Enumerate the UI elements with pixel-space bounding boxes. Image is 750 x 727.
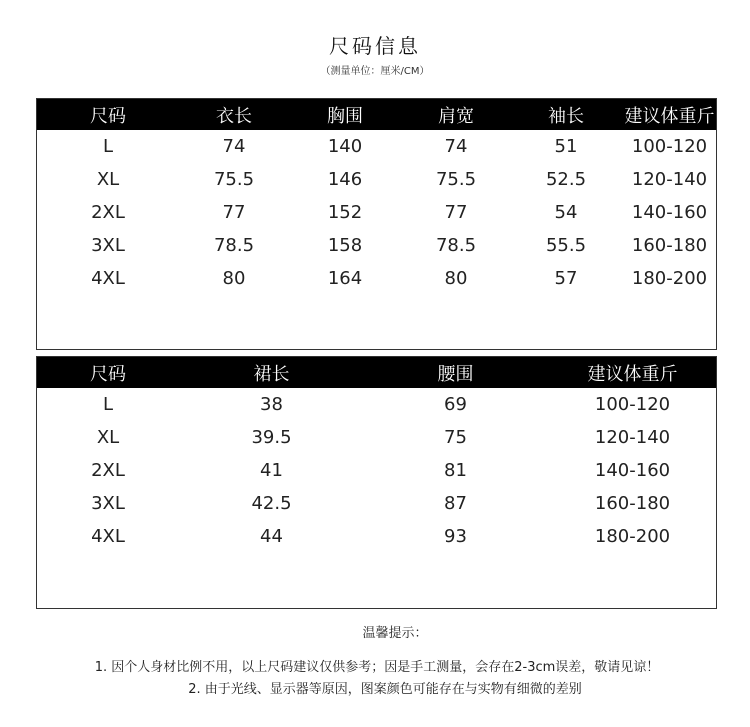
weight-cell: 160-180 (631, 235, 708, 256)
table-row (37, 262, 716, 295)
waist-cell: 93 (444, 526, 467, 547)
size-cell: 3XL (91, 235, 125, 256)
skirt-length-cell: 41 (260, 460, 283, 481)
size-cell: 3XL (91, 493, 125, 514)
size-cell: 2XL (91, 460, 125, 481)
weight-cell: 160-180 (594, 493, 671, 514)
waist-cell: 69 (444, 394, 467, 415)
sleeve-cell: 57 (554, 268, 578, 289)
shoulder-cell: 80 (444, 268, 468, 289)
table-row (37, 421, 716, 454)
chest-cell: 164 (327, 268, 363, 289)
skirt-length-cell: 38 (260, 394, 283, 415)
tip-note-measurement: 1. 因个人身材比例不用，以上尺码建议仅供参考；因是手工测量，会存在2-3cm误差，敬请见谅！ (94, 660, 660, 675)
header-garment-length: 衣长 (216, 105, 252, 127)
weight-cell: 120-140 (631, 169, 708, 190)
header-waist: 腰围 (437, 363, 474, 385)
table-row (37, 388, 716, 421)
top-size-table (36, 98, 717, 350)
header-size: 尺码 (90, 105, 126, 127)
chest-cell: 152 (327, 202, 363, 223)
shoulder-cell: 77 (444, 202, 468, 223)
sleeve-cell: 54 (554, 202, 578, 223)
garment-length-cell: 78.5 (213, 235, 255, 256)
top-table-header (37, 99, 716, 130)
skirt-length-cell: 42.5 (251, 493, 292, 514)
skirt-length-cell: 39.5 (251, 427, 292, 448)
table-row (37, 487, 716, 520)
waist-cell: 87 (444, 493, 467, 514)
size-cell: 2XL (91, 202, 125, 223)
measurement-unit-note: （测量单位：厘米/CM） (320, 66, 430, 77)
table-row (37, 520, 716, 553)
header-sleeve: 袖长 (548, 105, 584, 127)
size-cell: L (102, 394, 114, 415)
bottom-size-table (36, 356, 717, 609)
shoulder-cell: 74 (444, 136, 468, 157)
bottom-table-header (37, 357, 716, 388)
size-cell: L (102, 136, 114, 157)
header-suggested-weight: 建议体重斤 (624, 105, 715, 127)
header-size: 尺码 (90, 363, 126, 385)
waist-cell: 81 (444, 460, 467, 481)
table-row (37, 229, 716, 262)
table-row (37, 196, 716, 229)
size-cell: 4XL (91, 526, 125, 547)
waist-cell: 75 (444, 427, 467, 448)
sleeve-cell: 55.5 (545, 235, 587, 256)
garment-length-cell: 80 (222, 268, 246, 289)
chest-cell: 140 (327, 136, 363, 157)
table-row (37, 454, 716, 487)
page-title: 尺码信息 (329, 34, 421, 58)
shoulder-cell: 78.5 (435, 235, 477, 256)
table-row (37, 163, 716, 196)
weight-cell: 120-140 (594, 427, 671, 448)
sleeve-cell: 52.5 (545, 169, 587, 190)
weight-cell: 140-160 (631, 202, 708, 223)
shoulder-cell: 75.5 (435, 169, 477, 190)
table-row (37, 130, 716, 163)
header-chest: 胸围 (327, 105, 363, 127)
weight-cell: 180-200 (631, 268, 708, 289)
sleeve-cell: 51 (554, 136, 578, 157)
header-shoulder: 肩宽 (438, 105, 474, 127)
size-cell: XL (96, 169, 120, 190)
garment-length-cell: 74 (222, 136, 246, 157)
garment-length-cell: 77 (222, 202, 246, 223)
weight-cell: 100-120 (594, 394, 671, 415)
header-skirt-length: 裙长 (253, 363, 290, 385)
weight-cell: 100-120 (631, 136, 708, 157)
chest-cell: 146 (327, 169, 363, 190)
chest-cell: 158 (327, 235, 363, 256)
skirt-length-cell: 44 (260, 526, 283, 547)
weight-cell: 180-200 (594, 526, 671, 547)
tips-heading: 温馨提示： (362, 626, 428, 641)
weight-cell: 140-160 (594, 460, 671, 481)
garment-length-cell: 75.5 (213, 169, 255, 190)
tip-note-color: 2. 由于光线、显示器等原因，图案颜色可能存在与实物有细微的差别 (188, 682, 582, 697)
header-suggested-weight: 建议体重斤 (587, 363, 678, 385)
size-cell: 4XL (91, 268, 125, 289)
size-cell: XL (96, 427, 120, 448)
